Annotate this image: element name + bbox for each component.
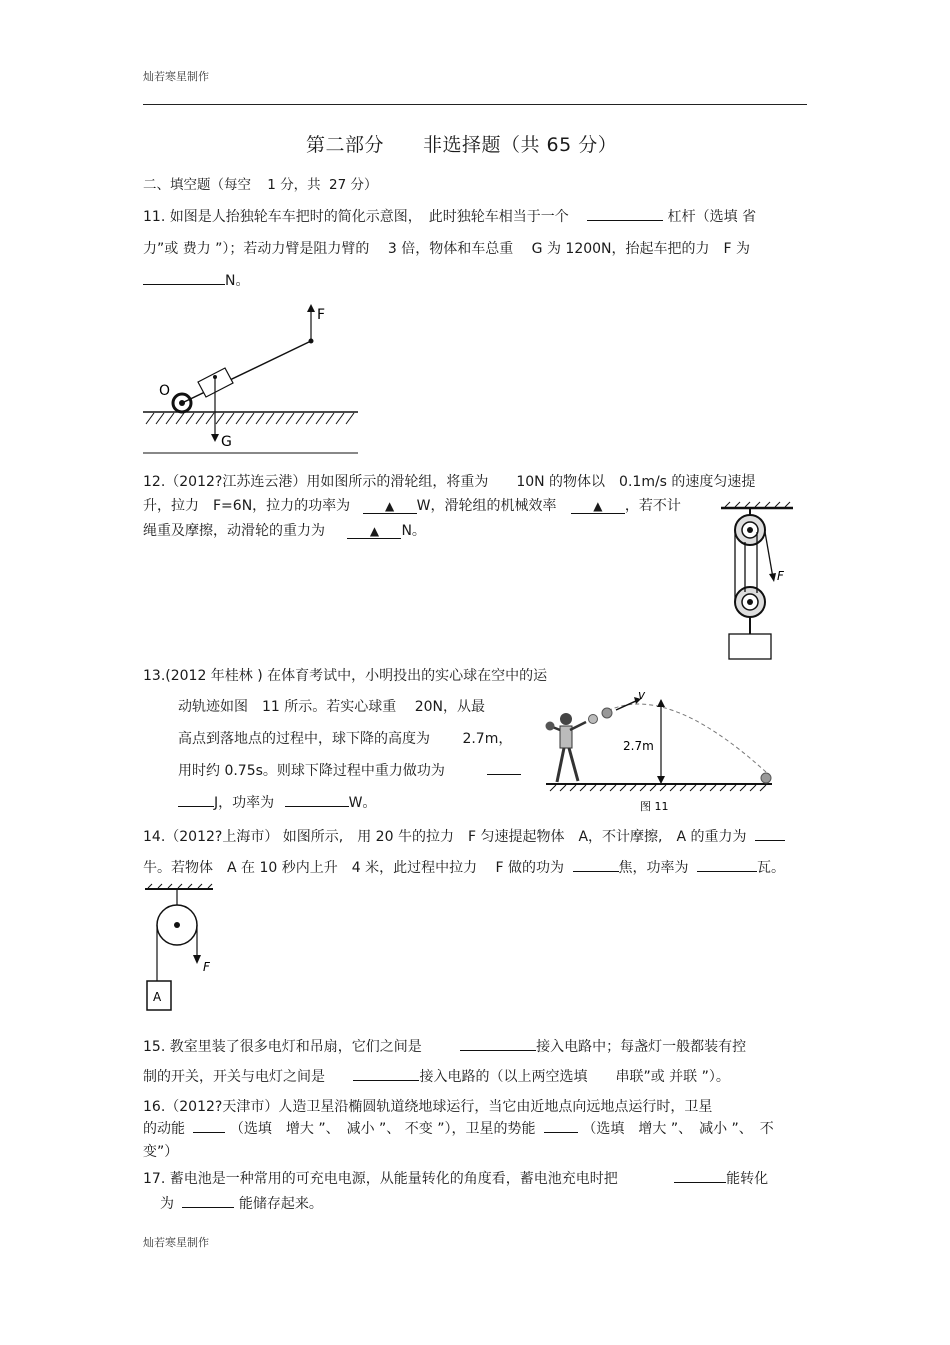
q12-label-f: F: [777, 569, 784, 583]
q15-line1: [143, 1036, 746, 1056]
section-mid: 分，共: [280, 177, 321, 193]
q13-blank-work[interactable]: [487, 760, 521, 775]
q13-ball-motion-2: [602, 708, 612, 718]
q17-text1a: 17. 蓄电池是一种常用的可充电电源，从能量转化的角度看，蓄电池充电时把: [143, 1171, 618, 1187]
q11-figure: [140, 300, 370, 460]
q11-label-o: O: [159, 383, 171, 399]
q14-text1: 14.（2012?上海市） 如图所示, 用 20 牛的拉力 F 匀速提起物体 A，不计摩擦, A 的重力为: [143, 829, 747, 845]
header-rule: [143, 104, 807, 105]
q13-trajectory: [602, 704, 766, 772]
q16-blank-kinetic[interactable]: [193, 1118, 225, 1133]
q17-blank-from[interactable]: [674, 1168, 726, 1183]
q13-blank-power[interactable]: [285, 792, 349, 807]
q12-weight-block: [729, 634, 771, 659]
q16-line1: 16.（2012?天津市）人造卫星沿椭圆轨道绕地球运行，当它由近地点向远地点运行时，卫星: [143, 1099, 713, 1115]
q12-figure: [715, 500, 805, 665]
q11-ground-hatch: [146, 413, 354, 424]
section-end: 分）: [350, 177, 378, 193]
q11-unit: N。: [225, 273, 250, 289]
q16-blank-potential[interactable]: [544, 1118, 578, 1133]
q13-label-height: 2.7m: [623, 739, 654, 753]
q12-line3: [143, 520, 426, 540]
q17-line1: [143, 1168, 768, 1188]
q14-blank-weight[interactable]: [755, 826, 785, 841]
q13-velocity-arrow: [616, 700, 638, 710]
q13-text5b: W。: [348, 795, 377, 811]
q15-blank-lamps[interactable]: [460, 1036, 536, 1051]
q13-label-v: v: [638, 688, 646, 702]
section-points-each: 1: [267, 177, 276, 193]
q11-label-f: F: [317, 307, 326, 323]
q11-line1: [143, 206, 756, 226]
q14-line2: [143, 857, 785, 877]
q11-line3: [143, 270, 249, 290]
q13-ball-landing: [761, 773, 771, 783]
q11-handle: [182, 341, 311, 403]
q13-caption: 图 11: [640, 800, 669, 813]
q15-line2: [143, 1066, 730, 1086]
q17-line2: [160, 1193, 323, 1213]
q14-blank-power[interactable]: [697, 857, 757, 872]
q14-figure: [140, 883, 220, 1018]
q13-line1: 13.(2012 年桂林 ) 在体育考试中，小明投出的实心球在空中的运: [143, 668, 548, 684]
q17-blank-to[interactable]: [182, 1193, 234, 1208]
q12-line2: [143, 495, 681, 515]
q13-line5: [178, 792, 376, 812]
q11-blank-force[interactable]: [143, 270, 225, 285]
q12-line1: 12.（2012?江苏连云港）用如图所示的滑轮组，将重为 10N 的物体以 0.1m/s 的速度匀速提: [143, 474, 756, 490]
q14-text2b: 焦，功率为: [618, 860, 689, 876]
q13-text4: 用时约 0.75s。则球下降过程中重力做功为: [178, 763, 445, 779]
q16-text2c: （选填 增大 ”、 减小 ”、 不: [582, 1121, 774, 1137]
q17-text1b: 能转化: [726, 1171, 769, 1187]
q12-text3b: N。: [401, 523, 426, 539]
q11-text1b: 杠杆（选填 省: [667, 209, 757, 225]
q15-text1b: 接入电路中；每盏灯一般都装有控: [536, 1039, 747, 1055]
q14-blank-work[interactable]: [573, 857, 619, 872]
q13-line3: 高点到落地点的过程中，球下降的高度为 2.7m，: [178, 731, 513, 747]
q17-text2a: 为: [160, 1196, 174, 1212]
q13-thrower: [546, 713, 587, 782]
footer-note: 灿若寒星制作: [143, 1236, 209, 1249]
q15-text1a: 15. 教室里装了很多电灯和吊扇，它们之间是: [143, 1039, 422, 1055]
section-points-total: 27: [328, 177, 347, 193]
q14-label-a: A: [153, 990, 162, 1004]
q16-text2b: （选填 增大 ”、 减小 ”、 不变 ”），卫星的势能: [229, 1121, 536, 1137]
q14-line1: [143, 826, 785, 846]
q15-text2b: 接入电路的（以上两空选填 串联”或 并联 ”）。: [419, 1069, 730, 1085]
q15-text2a: 制的开关，开关与电灯之间是: [143, 1069, 325, 1085]
q14-label-f: F: [203, 960, 210, 974]
q11-text1: 11. 如图是人抬独轮车车把时的简化示意图， 此时独轮车相当于一个: [143, 209, 569, 225]
q16-line2: [143, 1118, 774, 1138]
section-label: 二、填空题（每空: [143, 177, 251, 193]
q11-line2: 力”或 费力 ”）；若动力臂是阻力臂的 3 倍，物体和车总重 G 为 1200N，抬起车把的力 F 为: [143, 241, 751, 257]
q16-text2a: 的动能: [143, 1121, 185, 1137]
q11-blank-lever[interactable]: [587, 206, 663, 221]
q14-text2c: 瓦。: [756, 860, 785, 876]
q13-line4: [178, 760, 521, 780]
q12-force-arrow: [765, 532, 773, 578]
q12-blank-pulley-weight[interactable]: ▲: [347, 524, 401, 539]
q13-line2: 动轨迹如图 11 所示。若实心球重 20N，从最: [178, 699, 486, 715]
q12-blank-efficiency[interactable]: ▲: [571, 499, 625, 514]
q12-text2b: W，滑轮组的机械效率: [416, 498, 557, 514]
q12-text2a: 升，拉力 F=6N，拉力的功率为: [143, 498, 351, 514]
q13-ball-motion-1: [589, 715, 598, 724]
part-title: 第二部分 非选择题（共 65 分）: [306, 134, 618, 156]
q16-line3: 变”）: [143, 1144, 179, 1160]
header-note: 灿若寒星制作: [143, 70, 209, 83]
q13-blank-work-cont[interactable]: [178, 792, 214, 807]
section-heading: [143, 173, 377, 193]
q15-blank-switch[interactable]: [353, 1066, 419, 1081]
q13-text5a: J，功率为: [214, 795, 275, 811]
q12-blank-power[interactable]: ▲: [363, 499, 417, 514]
q12-text3a: 绳重及摩擦，动滑轮的重力为: [143, 523, 325, 539]
q11-label-g: G: [221, 434, 232, 450]
q14-text2a: 牛。若物体 A 在 10 秒内上升 4 米，此过程中拉力 F 做的功为: [143, 860, 565, 876]
q13-figure: [544, 688, 776, 814]
q12-text2c: ，若不计: [624, 498, 681, 514]
q17-text2b: 能储存起来。: [238, 1196, 323, 1212]
